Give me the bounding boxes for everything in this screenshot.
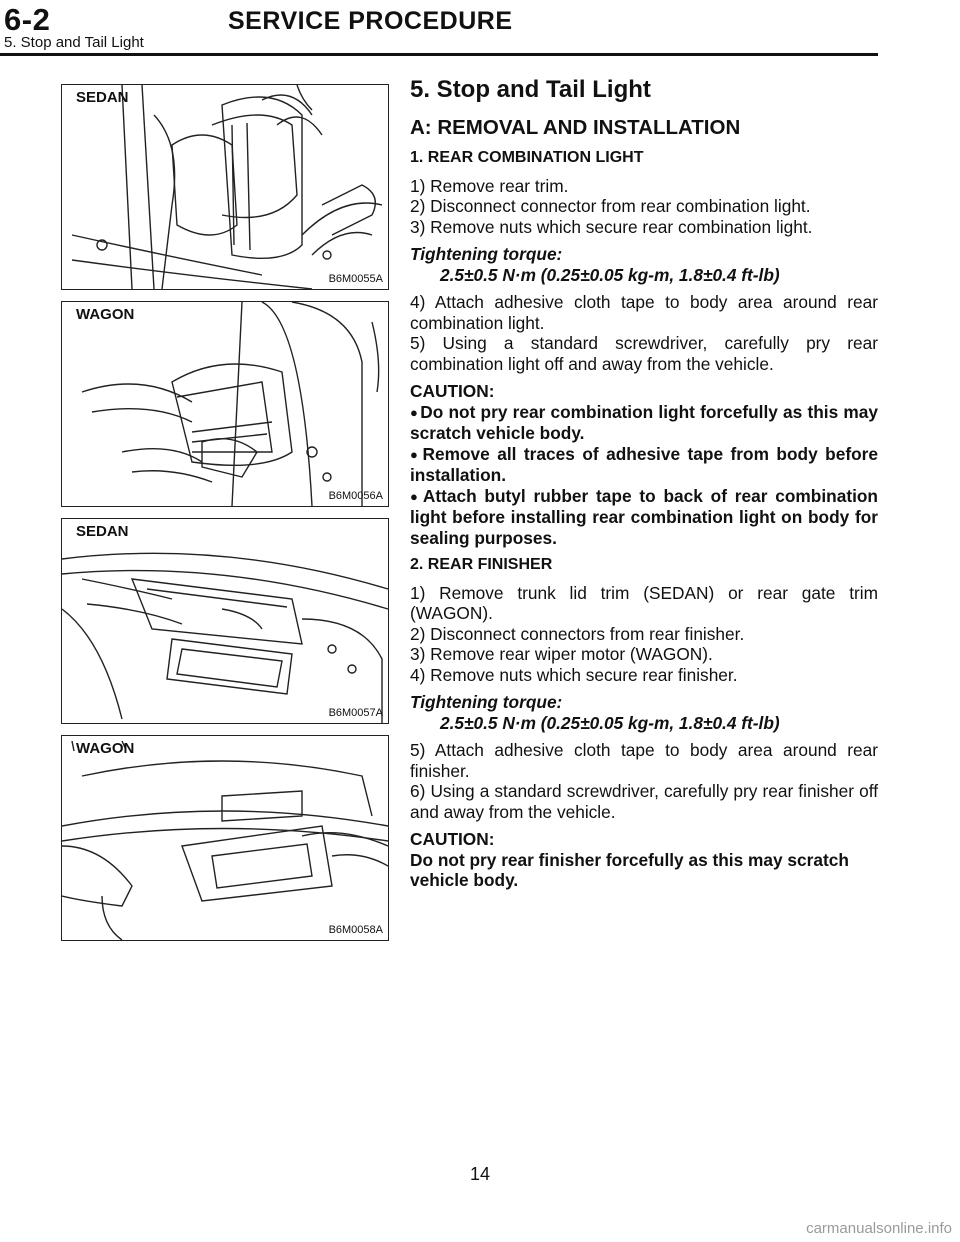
illustration-wagon-finisher <box>62 736 388 940</box>
step: 6) Using a standard screwdriver, carefully pry rear finisher off and away from the vehicle. <box>410 781 878 822</box>
caution-item: ● Remove all traces of adhesive tape from body before installation. <box>410 443 878 485</box>
caution-block <box>410 381 878 548</box>
subsection-heading: A: REMOVAL AND INSTALLATION <box>410 116 741 139</box>
figure-label: WAGON <box>76 740 135 757</box>
caution-item: ● Attach butyl rubber tape to back of rear combination light before installing rear combination light on body for sealing purposes. <box>410 485 878 548</box>
figure-code: B6M0055A <box>328 273 383 285</box>
figure-label: SEDAN <box>76 89 129 106</box>
section-subtitle: 5. Stop and Tail Light <box>4 34 144 51</box>
part-title: 2. REAR FINISHER <box>410 556 553 573</box>
figure-code: B6M0058A <box>328 924 383 936</box>
step: 4) Attach adhesive cloth tape to body area around rear combination light. <box>410 292 878 333</box>
bullet-icon: ● <box>410 446 421 462</box>
steps-list <box>410 740 878 822</box>
step: 2) Disconnect connectors from rear finisher. <box>410 623 745 644</box>
caution-item: Do not pry rear finisher forcefully as this may scratch vehicle body. <box>410 849 849 890</box>
torque-value: 2.5±0.5 N·m (0.25±0.05 kg-m, 1.8±0.4 ft-lb) <box>440 264 780 285</box>
step: 4) Remove nuts which secure rear finisher. <box>410 664 738 685</box>
bullet-icon: ● <box>410 404 419 420</box>
figure-label: SEDAN <box>76 523 129 540</box>
step: 3) Remove nuts which secure rear combination light. <box>410 216 813 237</box>
step: 3) Remove rear wiper motor (WAGON). <box>410 644 713 664</box>
procedure-text <box>410 76 878 898</box>
torque-label: Tightening torque: <box>410 692 563 712</box>
section-title: SERVICE PROCEDURE <box>228 7 513 35</box>
torque-value: 2.5±0.5 N·m (0.25±0.05 kg-m, 1.8±0.4 ft-lb) <box>440 712 780 733</box>
step: 1) Remove rear trim. <box>410 175 569 196</box>
step: 5) Attach adhesive cloth tape to body area around rear finisher. <box>410 740 878 781</box>
header-rule <box>0 53 878 56</box>
figure-wagon-combination-light <box>61 301 389 507</box>
caution-title: CAUTION: <box>410 381 495 401</box>
section-heading: 5. Stop and Tail Light <box>410 76 651 103</box>
figure-code: B6M0057A <box>328 707 383 719</box>
figure-sedan-rear-finisher <box>61 518 389 724</box>
torque-label: Tightening torque: <box>410 244 563 264</box>
illustration-wagon-light <box>62 302 388 506</box>
step: 2) Disconnect connector from rear combination light. <box>410 196 811 216</box>
caution-title: CAUTION: <box>410 829 495 849</box>
illustration-sedan-finisher <box>62 519 388 723</box>
page-number: 14 <box>470 1164 491 1184</box>
step: 5) Using a standard screwdriver, carefully pry rear combination light off and away from the vehicle. <box>410 333 878 374</box>
steps-list <box>410 583 878 686</box>
figure-code: B6M0056A <box>328 490 383 502</box>
watermark: carmanualsonline.info <box>806 1220 952 1237</box>
figure-wagon-rear-finisher <box>61 735 389 941</box>
caution-block <box>410 829 878 891</box>
section-number: 6-2 <box>4 2 51 37</box>
illustration-sedan-light <box>62 85 388 289</box>
part-title: 1. REAR COMBINATION LIGHT <box>410 149 644 166</box>
caution-item: ● Do not pry rear combination light forcefully as this may scratch vehicle body. <box>410 401 878 443</box>
figure-sedan-combination-light <box>61 84 389 290</box>
step: 1) Remove trunk lid trim (SEDAN) or rear gate trim (WAGON). <box>410 582 878 623</box>
steps-list <box>410 292 878 374</box>
figure-label: WAGON <box>76 306 135 323</box>
page-header <box>0 0 960 62</box>
steps-list <box>410 176 878 238</box>
bullet-icon: ● <box>410 488 421 504</box>
